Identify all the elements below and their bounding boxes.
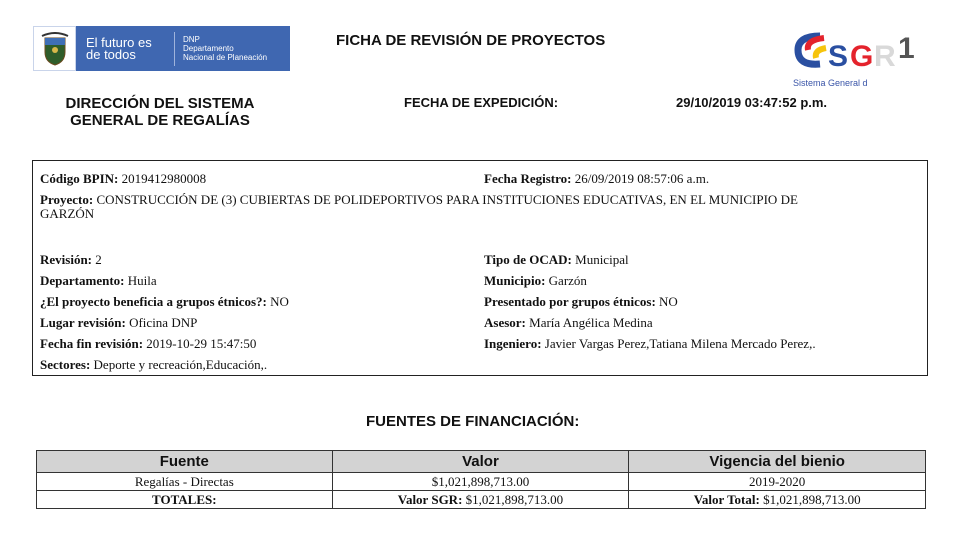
- cell-fuente: Regalías - Directas: [37, 473, 333, 491]
- sectores-field: Sectores: Deporte y recreación,Educación,.: [40, 357, 268, 372]
- sgr-number: 1: [898, 32, 915, 65]
- dnp-acronym: DNP: [183, 35, 200, 44]
- municipio-field: Municipio: Garzón: [484, 273, 587, 288]
- presentado-field: Presentado por grupos étnicos: NO: [484, 294, 678, 309]
- proyecto-field: Proyecto: CONSTRUCCIÓN DE (3) CUBIERTAS DE POLIDEPORTIVOS PARA INSTITUCIONES EDUCATIVAS, EN EL MUNICIPIO DE: [40, 192, 798, 207]
- slogan-text: El futuro es de todos: [86, 34, 152, 62]
- revision-field: Revisión: 2: [40, 252, 102, 267]
- ocad-field: Tipo de OCAD: Municipal: [484, 252, 629, 267]
- financing-table: [36, 450, 926, 509]
- totals-row: [37, 491, 926, 509]
- dnp-line2: Departamento: [183, 44, 234, 53]
- cell-vigencia: 2019-2020: [629, 473, 926, 491]
- registro-field: Fecha Registro: 26/09/2019 08:57:06 a.m.: [484, 171, 710, 186]
- sgr-subtitle: Sistema General d: [793, 78, 868, 88]
- document-title: FICHA DE REVISIÓN DE PROYECTOS: [336, 32, 606, 49]
- table-row: [37, 473, 926, 491]
- dnp-logo: [33, 26, 290, 71]
- table-header-row: [37, 451, 926, 473]
- svg-text:S: S: [828, 40, 849, 73]
- svg-text:R: R: [874, 40, 896, 73]
- totals-total: Valor Total: $1,021,898,713.00: [629, 491, 926, 509]
- bpin-field: Código BPIN: 2019412980008: [40, 171, 207, 186]
- direction-line1: DIRECCIÓN DEL SISTEMA: [65, 95, 255, 112]
- column-header-valor: Valor: [332, 451, 629, 473]
- ingeniero-field: Ingeniero: Javier Vargas Perez,Tatiana Milena Mercado Perez,.: [484, 336, 816, 351]
- direction-line2: GENERAL DE REGALÍAS: [70, 112, 250, 129]
- sgr-emblem-icon: [790, 26, 900, 78]
- column-header-vigencia: Vigencia del bienio: [629, 451, 926, 473]
- totals-label: TOTALES:: [37, 491, 333, 509]
- column-header-fuente: Fuente: [37, 451, 333, 473]
- direction-title: [60, 95, 260, 129]
- colombia-shield-icon: [33, 26, 76, 71]
- svg-text:G: G: [850, 40, 874, 73]
- cell-valor: $1,021,898,713.00: [332, 473, 629, 491]
- logo-divider: [174, 32, 175, 66]
- dnp-line3: Nacional de Planeación: [183, 53, 268, 62]
- issue-date-value: 29/10/2019 03:47:52 p.m.: [676, 95, 828, 110]
- lugar-field: Lugar revisión: Oficina DNP: [40, 315, 198, 330]
- financing-title: FUENTES DE FINANCIACIÓN:: [366, 413, 580, 430]
- issue-date-label: FECHA DE EXPEDICIÓN:: [404, 95, 559, 110]
- dnp-department-text: [183, 35, 267, 62]
- totals-sgr: Valor SGR: $1,021,898,713.00: [332, 491, 629, 509]
- project-info-box: [32, 160, 928, 376]
- departamento-field: Departamento: Huila: [40, 273, 157, 288]
- sgr-logo: [790, 26, 930, 92]
- asesor-field: Asesor: María Angélica Medina: [484, 315, 653, 330]
- fecha-fin-field: Fecha fin revisión: 2019-10-29 15:47:50: [40, 336, 257, 351]
- proyecto-field-cont: GARZÓN: [40, 206, 95, 221]
- etnicos-field: ¿El proyecto beneficia a grupos étnicos?: NO: [40, 294, 289, 309]
